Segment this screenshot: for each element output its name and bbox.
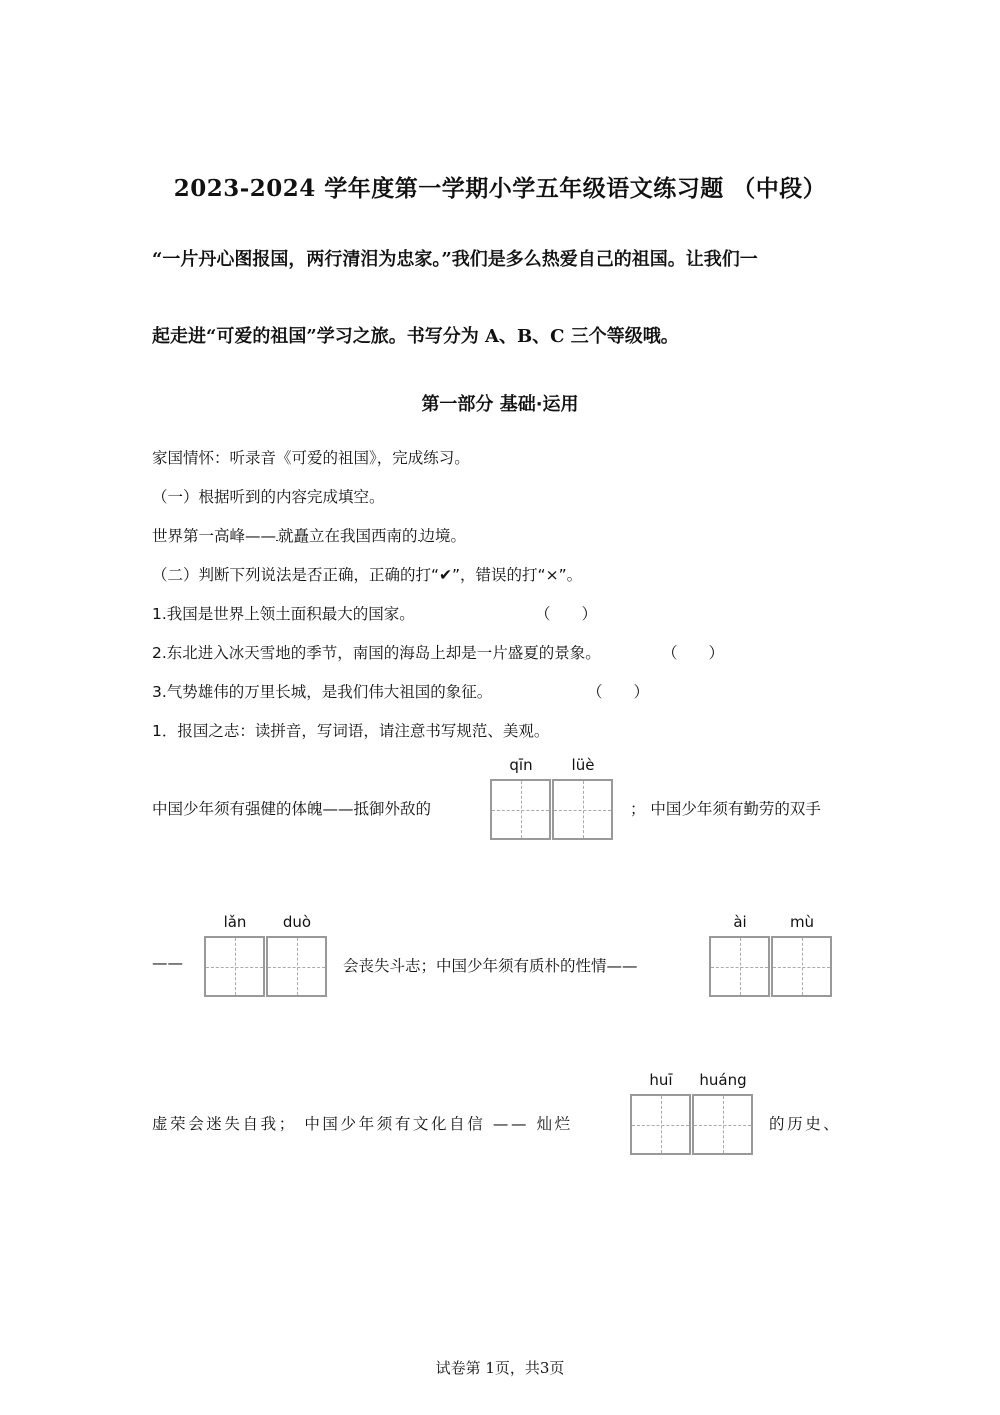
section-title: 第一部分 基础·运用 (421, 394, 579, 415)
writing-box-duo[interactable] (266, 936, 327, 997)
intro-line-2: 起走进“可爱的祖国”学习之旅。书写分为 A、B、C 三个等级哦。 (152, 326, 679, 347)
intro-line-1: “一片丹心图报国，两行清泪为忠家。”我们是多么热爱自己的祖国。让我们一 (152, 249, 758, 270)
writing-box-qin[interactable] (490, 779, 551, 840)
subsection-1: （一）根据听到的内容完成填空。 (152, 488, 385, 506)
pinyin-huang: huáng (699, 1071, 747, 1089)
pinyin-lan: lǎn (223, 913, 247, 931)
exam-title: 2023-2024 学年度第一学期小学五年级语文练习题 （中段） (173, 175, 827, 202)
pinyin-lue: lüè (571, 756, 595, 774)
judge-answer-1[interactable]: （ ） (535, 605, 598, 623)
row2-text-b: 会丧失斗志；中国少年须有质朴的性情—— (343, 957, 638, 975)
pinyin-qin: qīn (509, 756, 533, 774)
row1-text-b: ； 中国少年须有勤劳的双手 (630, 800, 821, 818)
row2-dash: —— (152, 954, 183, 972)
pinyin-hui: huī (649, 1071, 673, 1089)
judge-answer-3[interactable]: （ ） (587, 683, 650, 701)
question-prompt: 家国情怀：听录音《可爱的祖国》，完成练习。 (152, 449, 470, 467)
writing-box-lan[interactable] (204, 936, 265, 997)
pinyin-duo: duò (282, 913, 312, 931)
row1-text-a: 中国少年须有强健的体魄——抵御外敌的 (152, 800, 432, 818)
fill-blank-text-c: 边境。 (419, 527, 467, 545)
fill-blank-text-b: 就矗立在我国西南的 (278, 527, 418, 545)
page-footer: 试卷第 1页，共3页 (435, 1359, 565, 1377)
judge-item-2: 2.东北进入冰天雪地的季节，南国的海岛上却是一片盛夏的景象。 (152, 644, 601, 662)
question-1-prompt: 1．报国之志：读拼音，写词语，请注意书写规范、美观。 (152, 722, 550, 740)
pinyin-mu: mù (789, 913, 815, 931)
fill-blank-text-a: 世界第一高峰—— (152, 527, 277, 545)
row3-text-a: 虚荣会迷失自我； 中国少年须有文化自信 —— 灿烂 (152, 1115, 573, 1133)
judge-answer-2[interactable]: （ ） (662, 644, 725, 662)
fill-blank-line (152, 524, 466, 546)
pinyin-ai: ài (733, 913, 747, 931)
writing-box-huang[interactable] (692, 1094, 753, 1155)
row3-text-b: 的历史、 (769, 1115, 842, 1133)
subsection-2: （二）判断下列说法是否正确，正确的打“✔”，错误的打“×”。 (152, 566, 583, 584)
judge-item-1: 1.我国是世界上领土面积最大的国家。 (152, 605, 415, 623)
writing-box-ai[interactable] (709, 936, 770, 997)
writing-box-mu[interactable] (771, 936, 832, 997)
judge-item-3: 3.气势雄伟的万里长城，是我们伟大祖国的象征。 (152, 683, 493, 701)
writing-box-hui[interactable] (630, 1094, 691, 1155)
writing-box-lue[interactable] (552, 779, 613, 840)
